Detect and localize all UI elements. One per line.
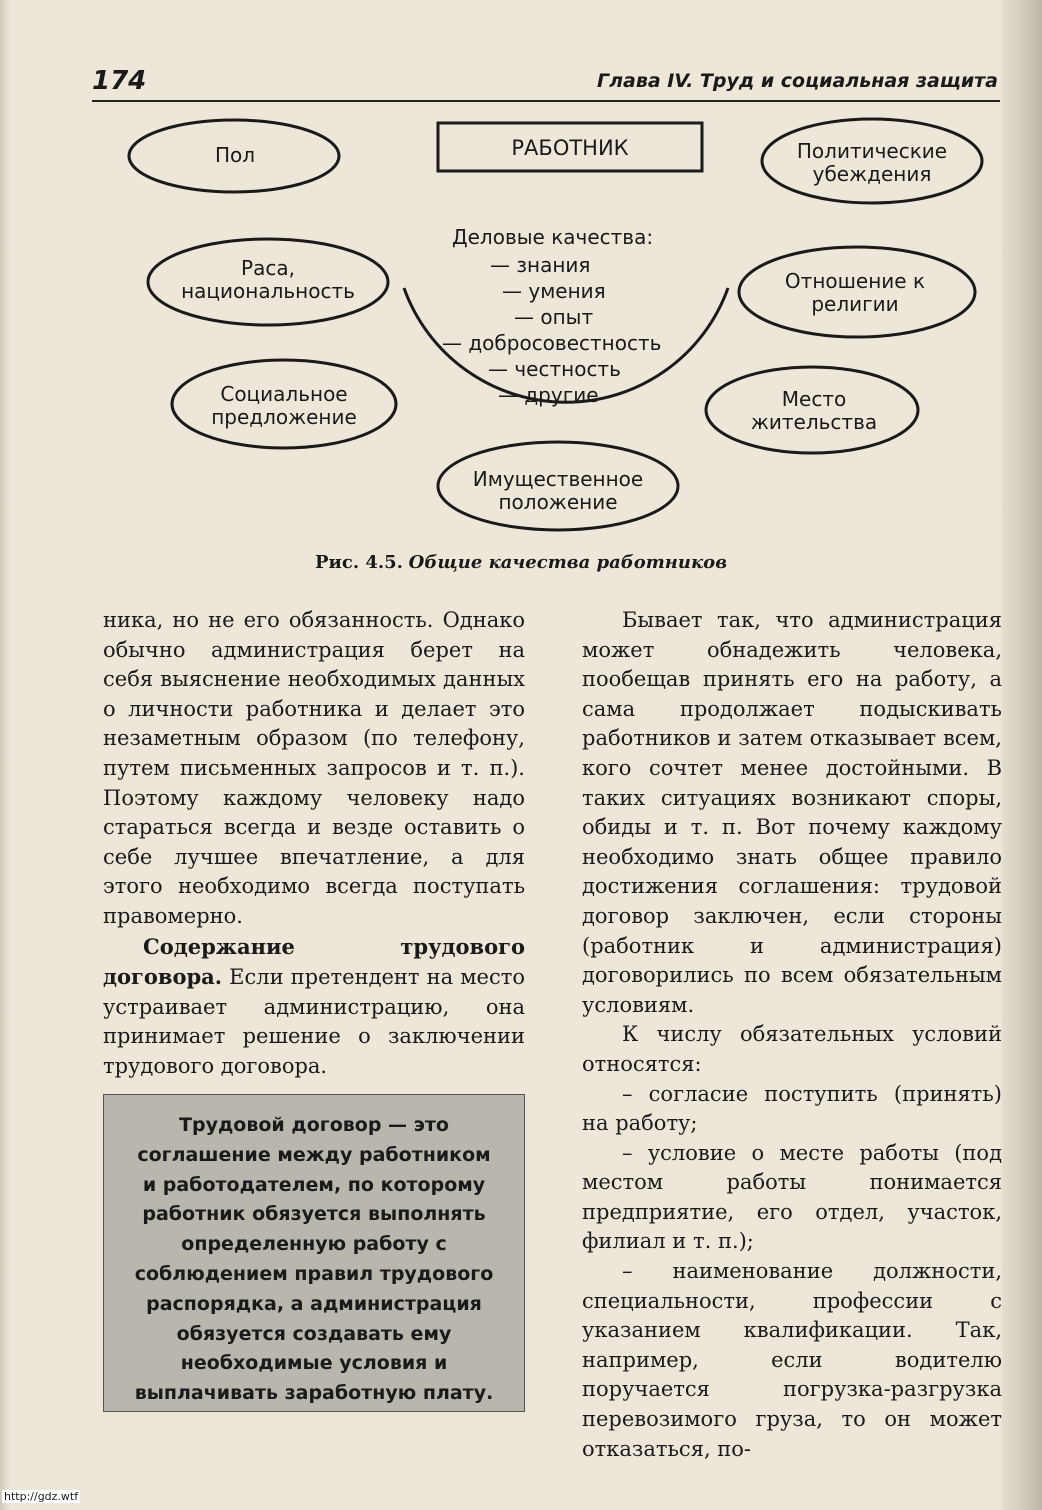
ellipse-residence-label-1: Место: [781, 387, 847, 411]
ellipse-sex-label: Пол: [214, 143, 256, 167]
business-quality-item: — честность: [488, 357, 621, 381]
left-paragraph-2: [103, 932, 525, 1082]
running-head: Глава IV. Труд и социальная защита: [596, 70, 998, 92]
definition-box: [103, 1094, 525, 1412]
definition-line: распорядка, а администрация: [146, 1292, 482, 1315]
right-column: [582, 606, 1002, 1464]
ellipse-race-label-2: национальность: [181, 279, 355, 303]
ellipse-religion-label-2: религии: [811, 292, 899, 316]
ellipse-residence-label-2: жительства: [750, 410, 878, 434]
ellipse-property-label-1: Имущественное: [472, 467, 644, 491]
condition-item-1: – согласие поступить (принять) на работу;: [582, 1081, 1002, 1136]
condition-item-2: – условие о месте работы (под местом работы понимается предприятие, его отдел, участок, филиал и т. п.);: [582, 1140, 1002, 1254]
business-quality-item: — другие: [498, 383, 599, 407]
page-edge-right: [1002, 0, 1042, 1510]
left-paragraph-1: ника, но не его обязанность. Однако обычно администрация берет на себя выяснение необходимых данных о личности работника и делает это незаметным образом (по телефону, путем письменных запросов и т. п.). Поэтому каждому человеку надо стараться всегда и везде оставить о себе лучшее впечатление, а для этого необходимо всегда поступать правомерно.: [103, 608, 525, 928]
ellipse-political-label-2: убеждения: [812, 162, 932, 186]
section-heading-inline: Содержание трудового договора.: [103, 933, 525, 990]
condition-item-3: – наименование должности, специальности, профессии с указанием квалификации. Так, например, если водителю поручается погрузка-разгрузка перевозимого груза, то он может отказаться, по-: [582, 1259, 1002, 1461]
ellipse-social-label-2: предложение: [211, 405, 357, 429]
ellipse-property-label-2: положение: [498, 490, 618, 514]
left-column: [103, 606, 525, 1082]
ellipse-political-label-1: Политические: [796, 139, 948, 163]
definition-line: необходимые условия и: [180, 1352, 448, 1375]
definition-line: обязуется создавать ему: [176, 1322, 452, 1345]
page-number: 174: [92, 66, 147, 96]
business-quality-item: — умения: [502, 279, 606, 303]
header-rule: [92, 100, 1000, 102]
business-quality-item: — опыт: [514, 305, 594, 329]
ellipse-social-label-1: Социальное: [220, 382, 348, 406]
definition-line: работник обязуется выполнять: [142, 1203, 486, 1226]
definition-line: Трудовой договор — это: [179, 1114, 449, 1136]
figure-caption-label: Рис. 4.5.: [314, 552, 403, 573]
definition-line: и работодателем, по которому: [142, 1173, 486, 1196]
business-quality-item: — знания: [490, 253, 591, 277]
page-edge-left: [0, 0, 10, 1510]
ellipse-religion-label-1: Отношение к: [784, 269, 926, 293]
right-paragraph-2: К числу обязательных условий относятся:: [582, 1022, 1002, 1076]
source-url: http://gdz.wtf: [4, 1490, 79, 1503]
definition-line: выплачивать заработную плату.: [134, 1382, 494, 1405]
right-paragraph-1: Бывает так, что администрация может обнадежить человека, пообещав принять его на работу, а сама продолжает подыскивать работников и затем отказывает всем, кого сочтет менее достойными. В таких ситуациях возникают споры, обиды и т. п. Вот почему каждому необходимо знать общее правило достижения соглашения: трудовой договор заключен, если стороны (работник и администрация) договорились по всем обязательным условиям.: [582, 608, 1002, 1017]
definition-line: соглашение между работником: [137, 1143, 491, 1166]
definition-line: определенную работу с: [181, 1233, 447, 1256]
definition-text: [104, 1111, 524, 1409]
business-quality-item: — добросовестность: [442, 331, 662, 355]
figure-caption-title: Общие качества работников: [408, 552, 728, 573]
left-paragraph-2-text: Если претендент на место устраивает администрацию, она принимает решение о заключении трудового договора.: [103, 965, 525, 1078]
figure-caption: [0, 552, 1042, 573]
business-qualities-title: Деловые качества:: [452, 225, 654, 249]
definition-line: соблюдением правил трудового: [134, 1262, 494, 1285]
worker-box-label: РАБОТНИК: [511, 136, 629, 160]
ellipse-race-label-1: Раса,: [241, 256, 295, 280]
